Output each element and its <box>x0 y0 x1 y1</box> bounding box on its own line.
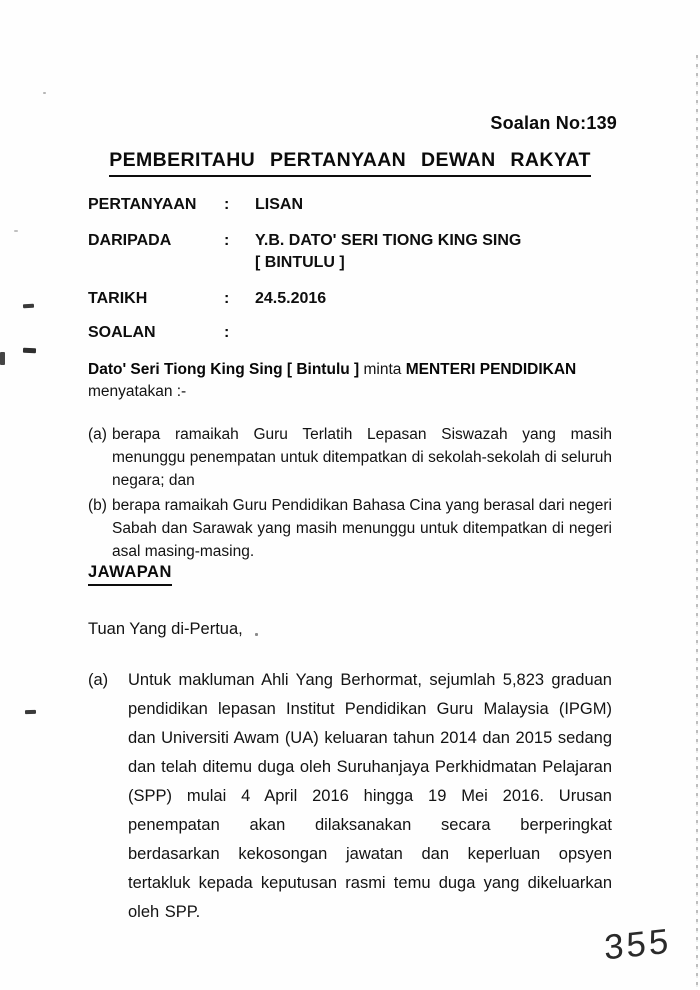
salutation: Tuan Yang di-Pertua, <box>88 620 243 638</box>
scan-edge-noise <box>696 55 698 990</box>
meta-row-pertanyaan <box>88 194 612 216</box>
scan-artifact <box>14 230 18 232</box>
question-item-a <box>88 423 612 492</box>
meta-label: PERTANYAAN <box>88 196 197 213</box>
handwritten-page-number: 355 <box>603 921 672 968</box>
meta-colon: : <box>224 324 230 341</box>
item-marker: (b) <box>88 497 107 514</box>
question-intro-asker: Dato' Seri Tiong King Sing [ Bintulu ] <box>88 361 360 378</box>
scan-artifact <box>0 352 5 365</box>
scan-artifact <box>43 92 46 94</box>
meta-label: TARIKH <box>88 290 148 307</box>
question-intro <box>88 359 612 403</box>
page-title: PEMBERITAHU PERTANYAAN DEWAN RAKYAT <box>109 149 591 177</box>
title-container <box>0 149 700 177</box>
item-text: Untuk makluman Ahli Yang Berhormat, sejumlah 5,823 graduan pendidikan lepasan Institut Pendidikan Guru Malaysia (IPGM) dan Universiti Awam (UA) keluaran tahun 2014 dan 2015 sedang dan telah ditemu duga oleh Suruhanjaya Perkhidmatan Pelajaran (SPP) mulai 4 April 2016 hingga 19 Mei 2016. Urusan penempatan akan dilaksanakan secara berperingkat berdasarkan kekosongan jawatan dan keperluan opsyen tertakluk kepada keputusan rasmi temu duga yang dikeluarkan oleh SPP. <box>128 671 612 921</box>
scan-artifact <box>23 304 34 309</box>
meta-value <box>255 322 612 344</box>
meta-label: SOALAN <box>88 324 156 341</box>
answer-item-a <box>88 666 612 927</box>
meta-value: 24.5.2016 <box>255 290 327 307</box>
scan-artifact <box>255 633 258 636</box>
meta-value <box>255 230 612 274</box>
question-number: Soalan No:139 <box>490 113 617 133</box>
item-text: berapa ramaikah Guru Pendidikan Bahasa Cina yang berasal dari negeri Sabah dan Sarawak yang masih menunggu untuk ditempatkan di negeri asal masing-masing. <box>112 497 612 560</box>
meta-row-daripada <box>88 230 612 274</box>
meta-row-tarikh <box>88 288 612 310</box>
item-marker: (a) <box>88 671 109 689</box>
meta-colon: : <box>224 290 230 307</box>
item-marker: (a) <box>88 426 107 443</box>
question-intro-minister: MENTERI PENDIDIKAN <box>405 361 577 378</box>
question-intro-minta: minta <box>359 361 406 378</box>
meta-value-line2: [ BINTULU ] <box>255 254 345 271</box>
scan-artifact <box>23 348 36 353</box>
meta-colon: : <box>224 196 230 213</box>
meta-colon: : <box>224 232 230 249</box>
scan-artifact <box>25 710 36 714</box>
question-item-b <box>88 494 612 563</box>
meta-label: DARIPADA <box>88 232 172 249</box>
meta-value: LISAN <box>255 196 303 213</box>
meta-row-soalan <box>88 322 612 344</box>
answer-heading: JAWAPAN <box>88 563 172 586</box>
meta-value-line1: Y.B. DATO' SERI TIONG KING SING <box>255 232 522 249</box>
item-text: berapa ramaikah Guru Terlatih Lepasan Siswazah yang masih menunggu penempatan untuk ditempatkan di sekolah-sekolah di seluruh negara; dan <box>112 426 612 489</box>
question-intro-menyatakan: menyatakan :- <box>88 383 187 400</box>
